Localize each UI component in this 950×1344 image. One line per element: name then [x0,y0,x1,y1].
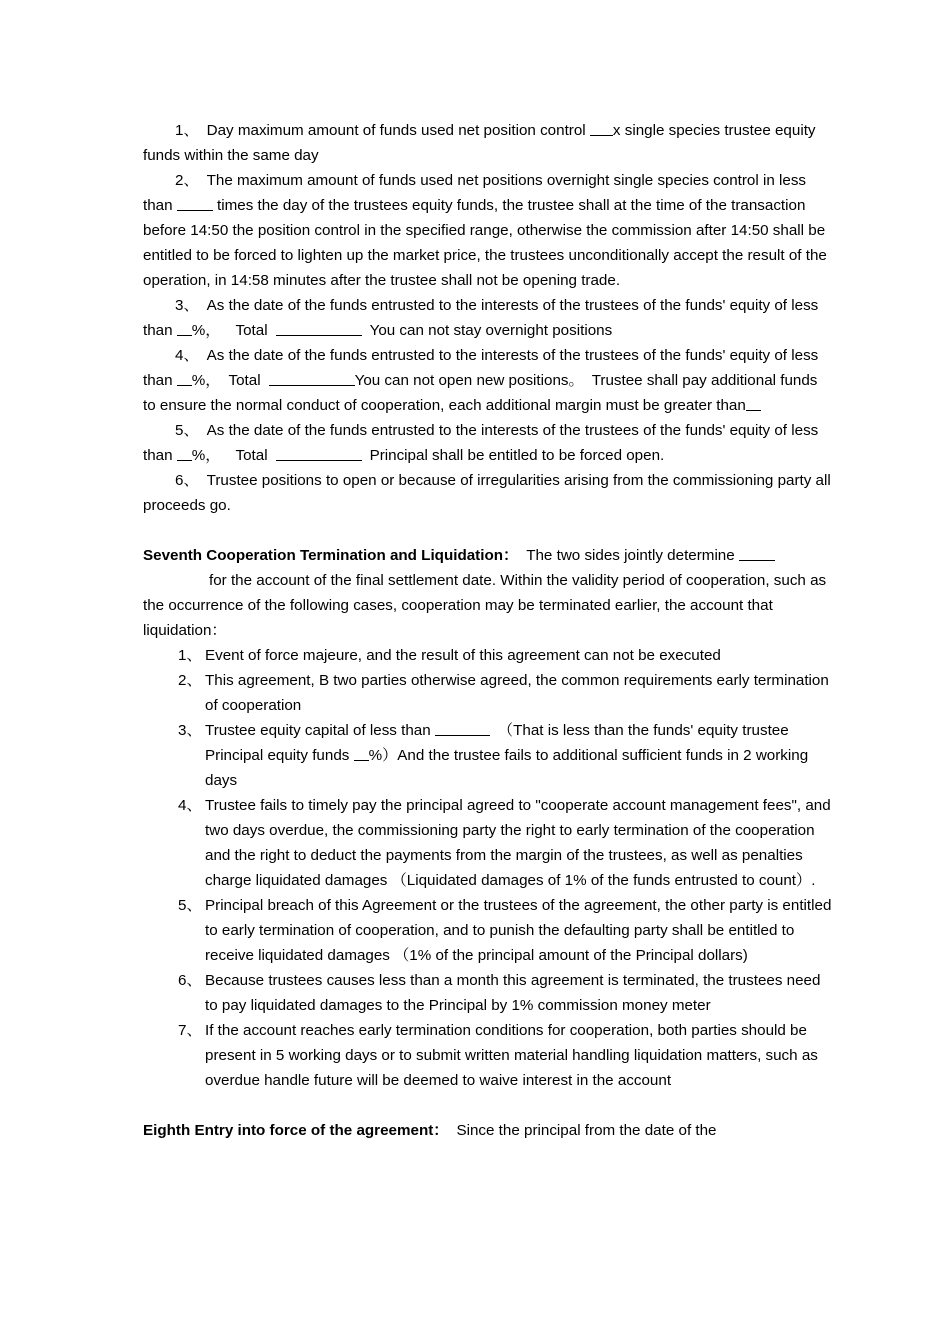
clause-text-2-post: times the day of the trustees equity funds, the trustee shall at the time of the transaction before 14:50 the position control in the specified range, otherwise the commission after 14:50 shall be entitled to be forced to lighten up the market price, the trustees unconditionally accept the result of the operation, in 14:58 minutes after the trustee shall not be opening trade. [143,197,827,289]
list-item [143,793,832,893]
list-marker: 1、 [178,647,202,664]
clause-text-5-part3: Total [235,447,268,464]
clause-text-1-pre: Day maximum amount of funds used net position control [206,122,590,139]
list-marker: 6、 [178,972,202,989]
list-marker: 5、 [178,897,202,914]
fill-blank-overnight-multiple[interactable] [177,196,213,211]
clause-text-4-part5: Trustee shall pay additional funds to ensure the normal conduct of cooperation, each additional margin must be greater than [143,372,818,414]
clause-marker-3: 3、 [175,297,199,314]
section-seventh-intro-after: for the account of the final settlement date. Within the validity period of cooperation, such as the occurrence of the following cases, cooperation may be terminated earlier, the account that liquidation： [143,572,827,639]
list-item-text: If the account reaches early termination conditions for cooperation, both parties should be present in 5 working days or to submit written material handling liquidation matters, such as overdue handle future will be deemed to waive interest in the account [205,1022,818,1089]
clause-marker-1: 1、 [175,122,199,139]
clause-text-1-post: x single species trustee equity funds within the same day [143,122,816,164]
clause-marker-5: 5、 [175,422,199,439]
section-seventh-colon: ： [503,547,519,564]
list-item [143,718,832,793]
clause-item-2 [143,168,832,293]
clause-text-5-part2: %， [191,447,221,464]
clause-text-2-pre: The maximum amount of funds used net positions overnight single species control in less than [143,172,807,214]
fill-blank-equity-percent-3[interactable] [177,321,192,336]
clause-text-3-part3: Total [235,322,268,339]
clause-text-3-part2: %， [191,322,221,339]
section-spacer [143,1093,832,1118]
fill-blank-equity-percent-4[interactable] [177,371,192,386]
list-item [143,893,832,968]
clause-text-3-part1: As the date of the funds entrusted to the interests of the trustees of the funds' equity of less than [143,297,819,339]
fill-blank-total-4[interactable] [269,371,355,386]
clause-text-4-part4: You can not open new positions。 [354,372,584,389]
section-spacer [143,518,832,543]
list-item [143,668,832,718]
list-item-text-part2: （That is less than the funds' equity trustee Principal equity funds [205,722,789,764]
section-eighth-heading-paragraph [143,1118,832,1143]
list-item [143,1018,832,1093]
list-item-text: Trustee fails to timely pay the principal agreed to "cooperate account management fees", and two days overdue, the commissioning party the right to early termination of the cooperation and the right to deduct the payments from the margin of the trustees, as well as penalties charge liquidated damages （Liquidated damages of 1% of the funds entrusted to count）. [205,797,831,889]
fill-blank-position-control[interactable] [590,121,613,136]
fill-blank-settlement-date[interactable] [739,546,775,561]
clause-text-5-part4: Principal shall be entitled to be forced open. [369,447,665,464]
list-item [143,643,832,668]
clause-text-4-part2: %， [191,372,221,389]
document-body [143,118,832,1143]
section-seventh-title: Seventh Cooperation Termination and Liquidation [143,547,504,564]
clause-marker-4: 4、 [175,347,199,364]
clause-marker-6: 6、 [175,472,199,489]
clause-text-3-part4: You can not stay overnight positions [369,322,613,339]
list-item-text: This agreement, B two parties otherwise agreed, the common requirements early termination of cooperation [205,672,829,714]
termination-conditions-list [143,643,832,1093]
list-marker: 4、 [178,797,202,814]
list-marker: 2、 [178,672,202,689]
list-item-text: Principal breach of this Agreement or the trustees of the agreement, the other party is entitled to early termination of cooperation, and to punish the defaulting party shall be entitled to receive liquidated damages （1% of the principal amount of the Principal dollars) [205,897,832,964]
list-item [143,968,832,1018]
fill-blank-additional-margin[interactable] [746,396,761,411]
list-item-text: Event of force majeure, and the result of this agreement can not be executed [205,647,721,664]
fill-blank-principal-equity-percent[interactable] [354,746,369,761]
clause-text-6: Trustee positions to open or because of irregularities arising from the commissioning party all proceeds go. [143,472,831,514]
fill-blank-equity-percent-5[interactable] [177,446,192,461]
clause-text-4-part1: As the date of the funds entrusted to the interests of the trustees of the funds' equity of less than [143,347,819,389]
list-item-text-part1: Trustee equity capital of less than [205,722,435,739]
fill-blank-total-5[interactable] [276,446,362,461]
section-eighth-text: Since the principal from the date of the [456,1122,717,1139]
clause-marker-2: 2、 [175,172,199,189]
clause-text-4-part3: Total [228,372,261,389]
clause-item-5 [143,418,832,468]
list-marker: 3、 [178,722,202,739]
list-item-text: Because trustees causes less than a month this agreement is terminated, the trustees need to pay liquidated damages to the Principal by 1% commission money meter [205,972,821,1014]
clause-item-1 [143,118,832,168]
list-item-text-part3: %）And the trustee fails to additional sufficient funds in 2 working days [205,747,809,789]
section-seventh-heading-paragraph [143,543,832,643]
clause-item-3 [143,293,832,343]
clause-text-5-part1: As the date of the funds entrusted to the interests of the trustees of the funds' equity of less than [143,422,819,464]
section-seventh-intro-before: The two sides jointly determine [526,547,739,564]
clause-item-4 [143,343,832,418]
section-eighth-colon: ： [433,1122,449,1139]
fill-blank-trustee-equity-capital[interactable] [435,721,490,736]
fill-blank-total-3[interactable] [276,321,362,336]
list-marker: 7、 [178,1022,202,1039]
section-eighth-title: Eighth Entry into force of the agreement [143,1122,434,1139]
clause-item-6 [143,468,832,518]
